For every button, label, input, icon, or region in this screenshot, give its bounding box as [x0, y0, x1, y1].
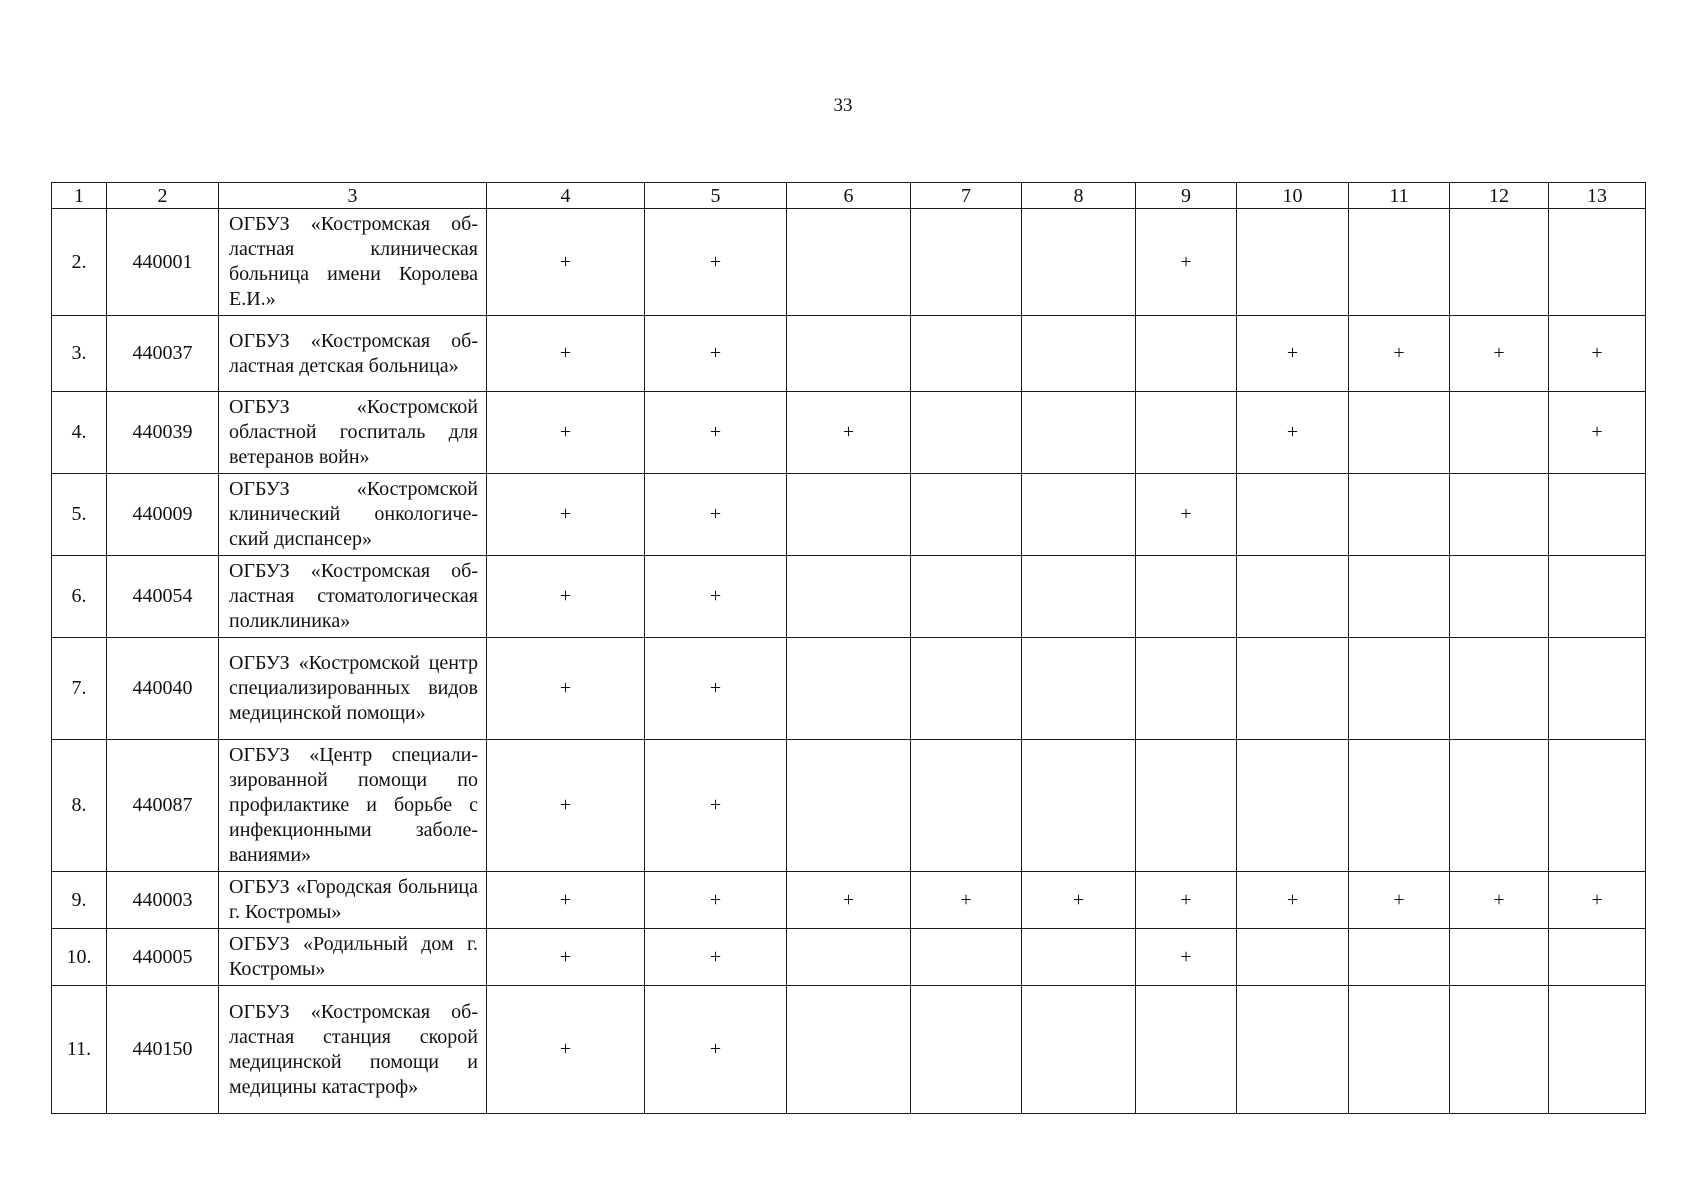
mark-cell — [911, 929, 1022, 986]
table-row — [52, 209, 1646, 316]
facility-code-cell: 440054 — [107, 556, 219, 638]
facility-name-cell: ОГБУЗ «Костромская областная детская больница» — [219, 316, 487, 392]
mark-cell — [1549, 209, 1646, 316]
facility-code-cell: 440040 — [107, 638, 219, 740]
facility-code-cell: 440001 — [107, 209, 219, 316]
header-cell: 2 — [107, 183, 219, 209]
mark-cell: + — [1237, 872, 1349, 929]
mark-cell — [1136, 556, 1237, 638]
facility-name-cell: ОГБУЗ «Костромская областная клиническая больница имени Королева Е.И.» — [219, 209, 487, 316]
mark-cell — [1349, 209, 1450, 316]
row-number-cell: 2. — [52, 209, 107, 316]
mark-cell — [911, 474, 1022, 556]
mark-cell — [787, 209, 911, 316]
mark-cell: + — [1450, 872, 1549, 929]
table-row — [52, 740, 1646, 872]
mark-cell: + — [1549, 872, 1646, 929]
header-cell: 4 — [487, 183, 645, 209]
mark-cell — [1549, 474, 1646, 556]
facility-code-cell: 440005 — [107, 929, 219, 986]
mark-cell: + — [645, 872, 787, 929]
mark-cell: + — [645, 986, 787, 1114]
mark-cell: + — [645, 740, 787, 872]
mark-cell — [1237, 209, 1349, 316]
mark-cell — [1022, 474, 1136, 556]
mark-cell — [1237, 474, 1349, 556]
mark-cell — [1450, 929, 1549, 986]
mark-cell — [1022, 929, 1136, 986]
row-number-cell: 6. — [52, 556, 107, 638]
mark-cell — [1549, 986, 1646, 1114]
header-cell: 5 — [645, 183, 787, 209]
mark-cell — [1022, 986, 1136, 1114]
mark-cell — [787, 556, 911, 638]
mark-cell — [1349, 986, 1450, 1114]
header-cell: 8 — [1022, 183, 1136, 209]
row-number-cell: 5. — [52, 474, 107, 556]
mark-cell: + — [1136, 209, 1237, 316]
header-cell: 7 — [911, 183, 1022, 209]
mark-cell — [1022, 209, 1136, 316]
mark-cell: + — [487, 474, 645, 556]
row-number-cell: 10. — [52, 929, 107, 986]
mark-cell: + — [487, 872, 645, 929]
mark-cell: + — [487, 740, 645, 872]
mark-cell: + — [487, 209, 645, 316]
mark-cell: + — [1136, 474, 1237, 556]
header-cell: 6 — [787, 183, 911, 209]
column-number-row — [52, 183, 1646, 209]
facility-name-cell: ОГБУЗ «Костромской центр специализированных видов медицинской помощи» — [219, 638, 487, 740]
mark-cell — [1237, 556, 1349, 638]
facility-code-cell: 440037 — [107, 316, 219, 392]
mark-cell: + — [487, 316, 645, 392]
mark-cell: + — [645, 929, 787, 986]
mark-cell — [911, 740, 1022, 872]
mark-cell — [1349, 740, 1450, 872]
mark-cell: + — [911, 872, 1022, 929]
mark-cell — [1549, 638, 1646, 740]
mark-cell: + — [645, 392, 787, 474]
row-number-cell: 4. — [52, 392, 107, 474]
mark-cell — [1136, 392, 1237, 474]
mark-cell: + — [1450, 316, 1549, 392]
mark-cell: + — [645, 556, 787, 638]
facility-code-cell: 440003 — [107, 872, 219, 929]
header-cell: 3 — [219, 183, 487, 209]
mark-cell — [1349, 474, 1450, 556]
row-number-cell: 9. — [52, 872, 107, 929]
mark-cell — [1450, 986, 1549, 1114]
mark-cell — [911, 209, 1022, 316]
facility-code-cell: 440009 — [107, 474, 219, 556]
mark-cell: + — [1237, 392, 1349, 474]
mark-cell — [787, 740, 911, 872]
mark-cell — [1136, 316, 1237, 392]
mark-cell: + — [645, 638, 787, 740]
header-cell: 10 — [1237, 183, 1349, 209]
header-cell: 12 — [1450, 183, 1549, 209]
mark-cell: + — [787, 872, 911, 929]
mark-cell: + — [645, 316, 787, 392]
mark-cell — [1136, 740, 1237, 872]
mark-cell — [1022, 556, 1136, 638]
table-row — [52, 474, 1646, 556]
mark-cell — [1136, 638, 1237, 740]
mark-cell — [1237, 740, 1349, 872]
mark-cell: + — [1136, 872, 1237, 929]
table-row — [52, 986, 1646, 1114]
row-number-cell: 7. — [52, 638, 107, 740]
mark-cell: + — [1349, 872, 1450, 929]
mark-cell: + — [487, 638, 645, 740]
mark-cell — [911, 638, 1022, 740]
mark-cell — [911, 316, 1022, 392]
mark-cell — [911, 556, 1022, 638]
row-number-cell: 11. — [52, 986, 107, 1114]
table-row — [52, 556, 1646, 638]
mark-cell: + — [645, 209, 787, 316]
page-number: 33 — [833, 95, 853, 116]
table-row — [52, 872, 1646, 929]
facility-code-cell: 440150 — [107, 986, 219, 1114]
mark-cell — [787, 638, 911, 740]
mark-cell — [1022, 638, 1136, 740]
mark-cell — [1349, 929, 1450, 986]
facility-code-cell: 440039 — [107, 392, 219, 474]
header-cell: 9 — [1136, 183, 1237, 209]
mark-cell: + — [1136, 929, 1237, 986]
mark-cell: + — [1549, 316, 1646, 392]
mark-cell: + — [787, 392, 911, 474]
mark-cell — [911, 986, 1022, 1114]
facility-name-cell: ОГБУЗ «Костромская областная станция скорой медицинской помощи и медицины катастроф» — [219, 986, 487, 1114]
mark-cell — [787, 316, 911, 392]
table-body — [52, 183, 1646, 1114]
mark-cell: + — [487, 392, 645, 474]
mark-cell — [1349, 392, 1450, 474]
row-number-cell: 8. — [52, 740, 107, 872]
mark-cell: + — [487, 929, 645, 986]
table-row — [52, 316, 1646, 392]
mark-cell — [1349, 556, 1450, 638]
mark-cell — [1450, 474, 1549, 556]
mark-cell — [1022, 740, 1136, 872]
mark-cell: + — [1549, 392, 1646, 474]
mark-cell — [1450, 556, 1549, 638]
mark-cell — [1450, 209, 1549, 316]
header-cell: 11 — [1349, 183, 1450, 209]
mark-cell — [1450, 638, 1549, 740]
mark-cell — [787, 986, 911, 1114]
facility-name-cell: ОГБУЗ «Родильный дом г. Костромы» — [219, 929, 487, 986]
facility-name-cell: ОГБУЗ «Костромской областной госпиталь для ветеранов войн» — [219, 392, 487, 474]
mark-cell: + — [487, 556, 645, 638]
mark-cell: + — [645, 474, 787, 556]
mark-cell: + — [1237, 316, 1349, 392]
mark-cell: + — [487, 986, 645, 1114]
mark-cell: + — [1022, 872, 1136, 929]
mark-cell — [1237, 929, 1349, 986]
mark-cell — [911, 392, 1022, 474]
mark-cell — [787, 929, 911, 986]
mark-cell — [1549, 929, 1646, 986]
mark-cell — [1349, 638, 1450, 740]
mark-cell — [787, 474, 911, 556]
header-cell: 13 — [1549, 183, 1646, 209]
facility-name-cell: ОГБУЗ «Центр специализированной помощи по профилактике и борьбе с инфекционными заболеваниями» — [219, 740, 487, 872]
mark-cell — [1237, 638, 1349, 740]
table-row — [52, 392, 1646, 474]
mark-cell — [1136, 986, 1237, 1114]
mark-cell — [1549, 556, 1646, 638]
facilities-table — [51, 182, 1646, 1114]
facility-name-cell: ОГБУЗ «Костромской клинический онкологический диспансер» — [219, 474, 487, 556]
table-row — [52, 638, 1646, 740]
header-cell: 1 — [52, 183, 107, 209]
mark-cell — [1237, 986, 1349, 1114]
facility-code-cell: 440087 — [107, 740, 219, 872]
facility-name-cell: ОГБУЗ «Костромская областная стоматологическая поликлиника» — [219, 556, 487, 638]
table-row — [52, 929, 1646, 986]
mark-cell — [1022, 316, 1136, 392]
mark-cell: + — [1349, 316, 1450, 392]
facility-name-cell: ОГБУЗ «Городская больница г. Костромы» — [219, 872, 487, 929]
row-number-cell: 3. — [52, 316, 107, 392]
mark-cell — [1549, 740, 1646, 872]
mark-cell — [1450, 392, 1549, 474]
mark-cell — [1022, 392, 1136, 474]
mark-cell — [1450, 740, 1549, 872]
